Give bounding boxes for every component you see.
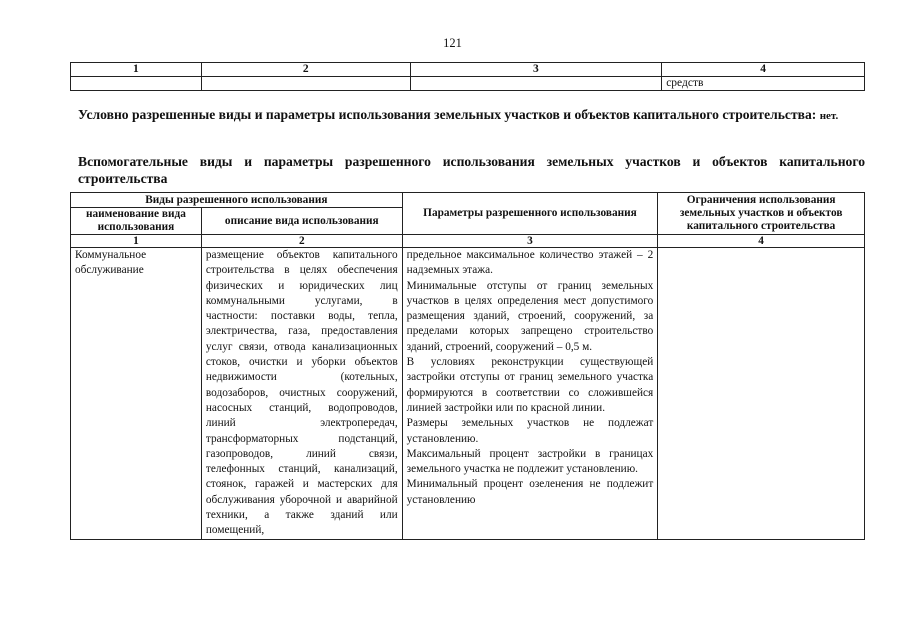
- table-cell: [201, 77, 410, 91]
- heading-suffix: нет.: [819, 110, 839, 122]
- table-cell: средств: [662, 77, 865, 91]
- use-name-cell: Коммунальное обслуживание: [71, 248, 202, 540]
- table-row: [71, 77, 865, 91]
- continuation-table: [70, 62, 865, 91]
- param-paragraph: В условиях реконструкции существующей застройки отступы от границ земельного участка формируются в соответствии со сложившейся линией застройки или по красной линии.: [406, 356, 654, 414]
- limits-header: Ограничения использования земельных участков и объектов капитального строительства: [658, 193, 865, 235]
- param-paragraph: Минимальные отступы от границ земельных участков в целях определения мест допустимого размещения зданий, строений, сооружений, за пределами которых запрещено строительство зданий, строений, сооружений – 0,5 м.: [406, 279, 654, 353]
- conditional-uses-heading: [78, 106, 865, 125]
- column-number: 4: [662, 63, 865, 77]
- param-paragraph: предельное максимальное количество этажей – 2 надземных этажа.: [406, 249, 654, 277]
- description-header: описание вида использования: [201, 208, 402, 235]
- page-number: 121: [443, 36, 462, 50]
- table-header-row: [71, 193, 865, 208]
- column-number: 1: [71, 235, 202, 248]
- column-number: 3: [410, 63, 662, 77]
- param-paragraph: Максимальный процент застройки в границах земельного участка не подлежит установлению.: [406, 447, 654, 476]
- name-header: наименование вида использования: [71, 208, 202, 235]
- auxiliary-uses-table: [70, 192, 865, 540]
- table-row: [71, 248, 865, 540]
- table-cell: [71, 77, 202, 91]
- use-description-cell: размещение объектов капитального строительства в целях обеспечения физических и юридических лиц коммунальными услугами, в частности: поставки воды, тепла, электричества, газа, предоставления услуг связи, отвода канализационных стоков, очистки и уборки объектов недвижимости (котельных, водозаборов, очистных сооружений, насосных станций, водопроводов, линий электропередач, трансформаторных подстанций, газопроводов, линий связи, телефонных станций, канализаций, стоянок, гаражей и мастерских для обслуживания уборочной и аварийной техники, а также зданий или помещений,: [201, 248, 402, 540]
- table-cell: [410, 77, 662, 91]
- table-header-row: [71, 63, 865, 77]
- heading-text: Условно разрешенные виды и параметры использования земельных участков и объектов капитального строительства:: [78, 107, 817, 122]
- group-header: Виды разрешенного использования: [71, 193, 403, 208]
- limits-cell: [658, 248, 865, 540]
- column-number: 2: [201, 63, 410, 77]
- column-numbers-row: [71, 235, 865, 248]
- column-number: 1: [71, 63, 202, 77]
- params-header: Параметры разрешенного использования: [402, 193, 658, 235]
- column-number: 2: [201, 235, 402, 248]
- auxiliary-uses-heading: Вспомогательные виды и параметры разрешенного использования земельных участков и объектов капитального строительства: [78, 154, 865, 186]
- column-number: 3: [402, 235, 658, 248]
- params-cell: [402, 248, 658, 540]
- param-paragraph: Размеры земельных участков не подлежат установлению.: [406, 417, 654, 445]
- param-paragraph: Минимальный процент озеленения не подлежит установлению: [406, 478, 654, 506]
- column-number: 4: [658, 235, 865, 248]
